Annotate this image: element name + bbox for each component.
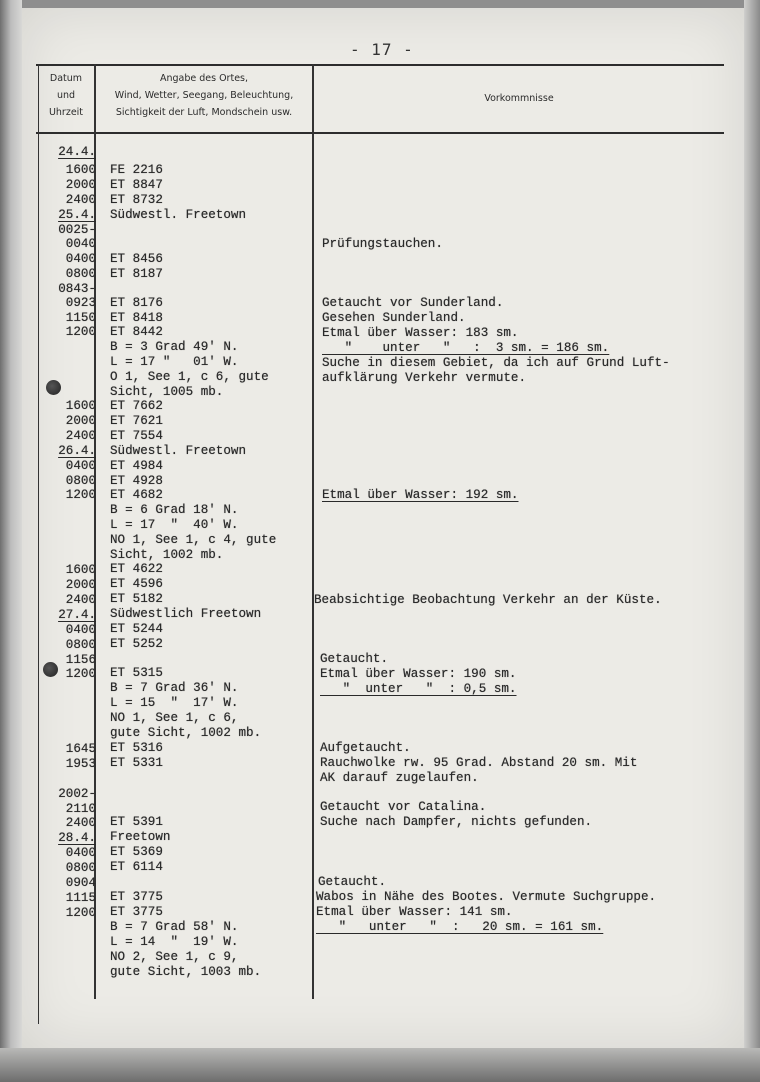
time-entry: 0800 [65, 638, 96, 652]
time-entry: 1645 [65, 742, 96, 756]
position-entry: ET 3775 [110, 905, 163, 919]
position-entry: FE 2216 [110, 163, 163, 177]
time-entry: 1600 [65, 563, 96, 577]
position-entry: ET 5315 [110, 666, 163, 680]
header-date-line-2: und [56, 90, 76, 101]
weather-entry: O 1, See 1, c 6, gute [110, 370, 269, 384]
adjacent-page-edge [0, 0, 22, 1082]
page-bottom-edge [0, 1048, 760, 1082]
header-date-line-3: Uhrzeit [48, 107, 84, 118]
time-entry: 2000 [65, 578, 96, 592]
event-entry: " unter " : 20 sm. = 161 sm. [316, 920, 604, 934]
binder-hole [43, 662, 58, 677]
position-entry: ET 8176 [110, 296, 163, 310]
position-entry: ET 4984 [110, 459, 163, 473]
date-entry: 28.4. [58, 831, 96, 845]
page-number: - 17 - [350, 40, 414, 59]
time-entry: 1200 [65, 667, 96, 681]
time-entry: 2000 [65, 414, 96, 428]
position-entry: ET 5316 [110, 741, 163, 755]
time-entry: 0400 [65, 459, 96, 473]
time-entry: 0904 [65, 876, 96, 890]
position-entry: ET 5252 [110, 637, 163, 651]
time-entry: 0923 [65, 296, 96, 310]
time-entry: 0800 [65, 861, 96, 875]
position-entry: ET 8847 [110, 178, 163, 192]
header-top-rule [36, 64, 724, 66]
position-entry: ET 8456 [110, 252, 163, 266]
event-entry: Suche nach Dampfer, nichts gefunden. [320, 815, 593, 829]
time-entry: 1600 [65, 399, 96, 413]
event-entry: aufklärung Verkehr vermute. [322, 371, 527, 385]
header-date-time [38, 70, 94, 121]
header-location-weather [96, 70, 312, 121]
page-right-edge [744, 0, 760, 1082]
location-entry: Südwestl. Freetown [110, 208, 247, 222]
position-entry: ET 5244 [110, 622, 163, 636]
position-entry: ET 7662 [110, 399, 163, 413]
event-entry: Prüfungstauchen. [322, 237, 443, 251]
event-entry: Getaucht vor Sunderland. [322, 296, 504, 310]
longitude-entry: L = 17 " 01' W. [110, 355, 239, 369]
location-entry: Freetown [110, 830, 171, 844]
time-entry: 1200 [65, 906, 96, 920]
date-entry: 27.4. [58, 608, 96, 622]
latitude-entry: B = 7 Grad 36' N. [110, 681, 239, 695]
position-entry: ET 5182 [110, 592, 163, 606]
event-entry: " unter " : 3 sm. = 186 sm. [322, 341, 610, 355]
event-entry: Wabos in Nähe des Bootes. Vermute Suchgruppe. [316, 890, 657, 904]
position-entry: ET 8442 [110, 325, 163, 339]
longitude-entry: L = 17 " 40' W. [110, 518, 239, 532]
position-entry: ET 3775 [110, 890, 163, 904]
time-entry: 2400 [65, 193, 96, 207]
time-entry: 0800 [65, 267, 96, 281]
date-entry: 25.4. [58, 208, 96, 222]
position-entry: ET 4928 [110, 474, 163, 488]
time-entry: 0025- [58, 223, 96, 237]
time-entry: 1115 [65, 891, 96, 905]
date-entry: 24.4. [58, 145, 96, 159]
event-entry: " unter " : 0,5 sm. [320, 682, 517, 696]
event-entry: Rauchwolke rw. 95 Grad. Abstand 20 sm. Mit [320, 756, 638, 770]
longitude-entry: L = 15 " 17' W. [110, 696, 239, 710]
position-entry: ET 4596 [110, 577, 163, 591]
left-margin-rule [38, 64, 39, 1024]
time-entry: 0040 [65, 237, 96, 251]
position-entry: ET 7554 [110, 429, 163, 443]
latitude-entry: B = 7 Grad 58' N. [110, 920, 239, 934]
position-entry: ET 7621 [110, 414, 163, 428]
time-entry: 0843- [58, 282, 96, 296]
time-entry: 2110 [65, 802, 96, 816]
time-entry: 1200 [65, 488, 96, 502]
position-entry: ET 8732 [110, 193, 163, 207]
event-entry: Etmal über Wasser: 192 sm. [322, 488, 519, 502]
time-entry: 0800 [65, 474, 96, 488]
weather-entry: NO 1, See 1, c 6, [110, 711, 239, 725]
position-entry: ET 6114 [110, 860, 163, 874]
event-entry: Etmal über Wasser: 141 sm. [316, 905, 513, 919]
event-entry: Getaucht. [318, 875, 387, 889]
latitude-entry: B = 3 Grad 49' N. [110, 340, 239, 354]
event-entry: Getaucht vor Catalina. [320, 800, 487, 814]
longitude-entry: L = 14 " 19' W. [110, 935, 239, 949]
weather-entry: NO 1, See 1, c 4, gute [110, 533, 277, 547]
position-entry: ET 5331 [110, 756, 163, 770]
time-entry: 0400 [65, 623, 96, 637]
time-entry: 2002- [58, 787, 96, 801]
weather-entry: Sicht, 1005 mb. [110, 385, 224, 399]
location-entry: Südwestlich Freetown [110, 607, 262, 621]
event-entry: Getaucht. [320, 652, 389, 666]
event-entry: Etmal über Wasser: 190 sm. [320, 667, 517, 681]
location-entry: Südwestl. Freetown [110, 444, 247, 458]
time-entry: 2400 [65, 429, 96, 443]
time-entry: 1150 [65, 311, 96, 325]
header-location-line-2: Wind, Wetter, Seegang, Beleuchtung, [114, 90, 294, 101]
position-entry: ET 4682 [110, 488, 163, 502]
time-entry: 0400 [65, 252, 96, 266]
time-entry: 0400 [65, 846, 96, 860]
header-location-line-1: Angabe des Ortes, [159, 73, 249, 84]
header-date-line-1: Datum [49, 73, 83, 84]
time-entry: 1600 [65, 163, 96, 177]
time-entry: 1953 [65, 757, 96, 771]
header-events: Vorkommnisse [484, 93, 554, 104]
position-entry: ET 5391 [110, 815, 163, 829]
binder-hole [46, 380, 61, 395]
event-entry: AK darauf zugelaufen. [320, 771, 479, 785]
weather-entry: Sicht, 1002 mb. [110, 548, 224, 562]
position-entry: ET 4622 [110, 562, 163, 576]
header-location-line-3: Sichtigkeit der Luft, Mondschein usw. [115, 107, 293, 118]
time-entry: 1200 [65, 325, 96, 339]
position-entry: ET 5369 [110, 845, 163, 859]
position-entry: ET 8187 [110, 267, 163, 281]
event-entry: Aufgetaucht. [320, 741, 411, 755]
date-entry: 26.4. [58, 444, 96, 458]
column-rule-2 [312, 64, 314, 999]
time-entry: 2400 [65, 593, 96, 607]
header-bottom-rule [36, 132, 724, 134]
time-entry: 2400 [65, 816, 96, 830]
weather-entry: gute Sicht, 1002 mb. [110, 726, 262, 740]
time-entry: 1156 [65, 653, 96, 667]
weather-entry: gute Sicht, 1003 mb. [110, 965, 262, 979]
event-entry: Gesehen Sunderland. [322, 311, 466, 325]
time-entry: 2000 [65, 178, 96, 192]
event-entry: Beabsichtige Beobachtung Verkehr an der Küste. [314, 593, 662, 607]
event-entry: Etmal über Wasser: 183 sm. [322, 326, 519, 340]
event-entry: Suche in diesem Gebiet, da ich auf Grund Luft- [322, 356, 670, 370]
position-entry: ET 8418 [110, 311, 163, 325]
weather-entry: NO 2, See 1, c 9, [110, 950, 239, 964]
latitude-entry: B = 6 Grad 18' N. [110, 503, 239, 517]
